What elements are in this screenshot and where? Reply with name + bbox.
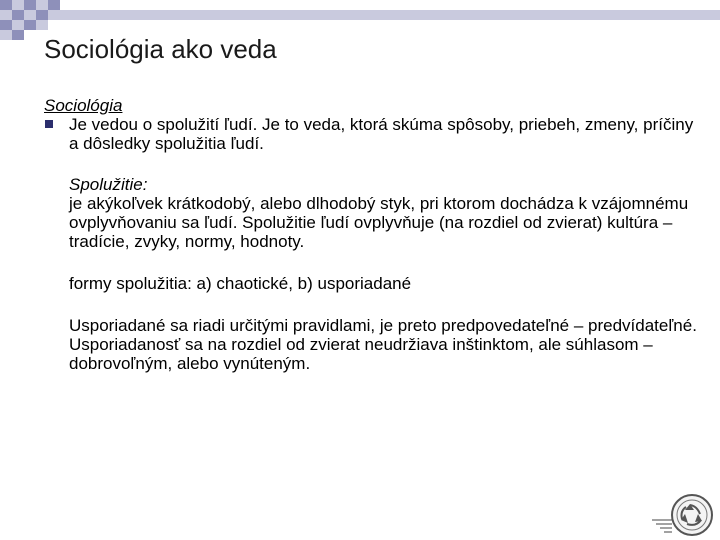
section-heading: Sociológia [44,96,123,115]
square-bullet-icon [45,120,53,128]
slide-body [44,96,704,373]
forms-text: formy spolužitia: a) chaotické, b) usporiadané [69,274,412,293]
recycle-logo-icon [652,490,720,540]
bullet-item [44,115,704,153]
ordered-text: Usporiadané sa riadi určitými pravidlami, je preto predpovedateľné – predvídateľné. Usporiadanosť sa na rozdiel od zvierat neudržiava inštinktom, ale súhlasom – dobrovoľným, alebo vynúteným. [69,316,697,373]
subheading: Spolužitie: [69,175,148,194]
slide-title: Sociológia ako veda [44,34,277,64]
definition-text: je akýkoľvek krátkodobý, alebo dlhodobý styk, pri ktorom dochádza k vzájomnému ovplyvňovaniu sa ľudí. Spolužitie ľudí ovplyvňuje (na rozdiel od zvierat) kultúra – tradície, zvyky, normy, hodnoty. [69,194,689,251]
bullet-text: Je vedou o spolužití ľudí. Je to veda, ktorá skúma spôsoby, priebeh, zmeny, príčiny a dôsledky spolužitia ľudí. [69,115,694,153]
